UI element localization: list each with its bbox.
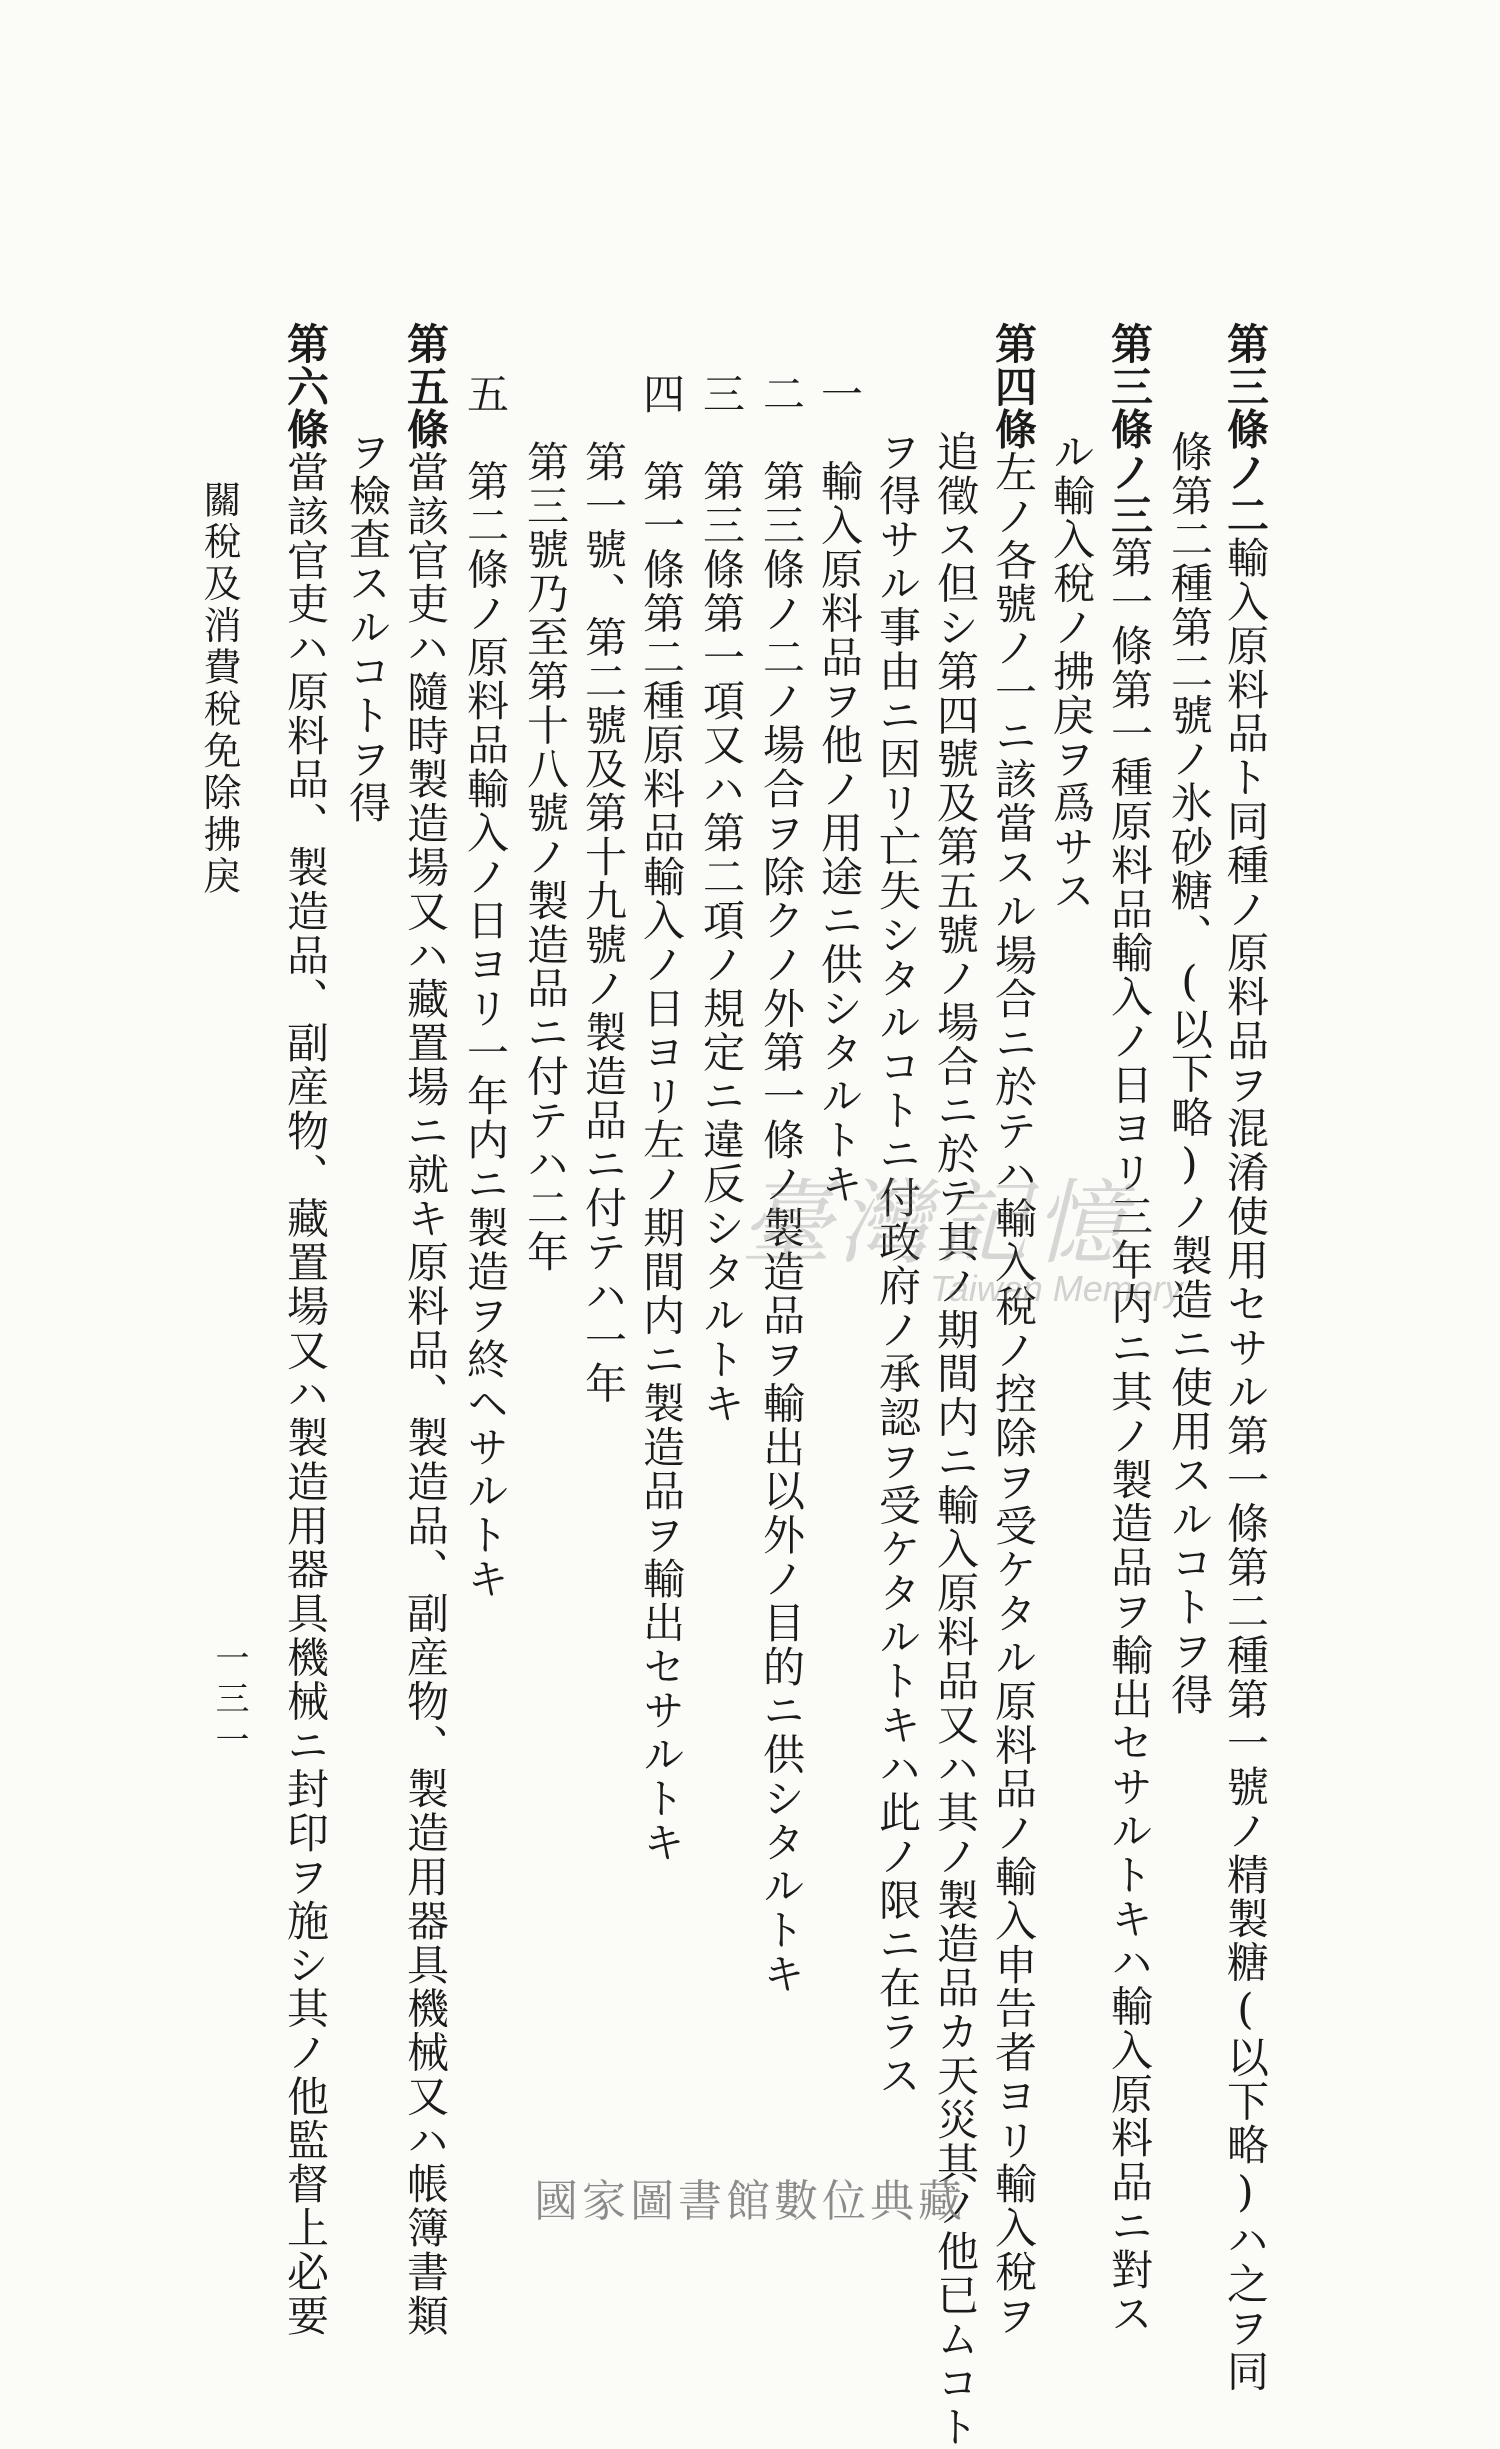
watermark-chinese: 臺灣記憶 [740,1170,1133,1277]
list-item [637,372,686,1865]
column-text: 第三號乃至第十八號ノ製造品ニ付テハ二年 [521,440,570,1274]
column-text: 當該官吏ハ原料品、製造品、副産物、藏置場又ハ製造用器具機械ニ封印ヲ施シ其ノ他監督上必要 [281,450,330,2338]
column-text: ル輸入稅ノ拂戾ヲ爲サス [1047,430,1096,913]
column-text: 當該官吏ハ隨時製造場又ハ藏置場ニ就キ原料品、製造品、副産物、製造用器具機械又ハ帳簿書類 [401,450,450,2338]
column-text: 五 第二條ノ原料品輸入ノ日ヨリ一年内ニ製造ヲ終ヘサルトキ [461,372,510,1601]
column-text: 條第二種第二號ノ氷砂糖、(以下略)ノ製造ニ使用スルコトヲ得 [1165,430,1214,1717]
article-heading: 第五條 [401,322,450,451]
column-text: 第一條第一種原料品輸入ノ日ヨリ三年内ニ其ノ製造品ヲ輸出セサルトキハ輸入原料品ニ對ス [1105,536,1154,2336]
column-text: 四 第一條第二種原料品輸入ノ日ヨリ左ノ期間内ニ製造品ヲ輸出セサルトキ [637,372,686,1865]
text-column [931,430,980,2449]
column-text: ヲ得サル事由ニ因リ亡失シタルコトニ付政府ノ承認ヲ受ケタルトキハ此ノ限ニ在ラス [873,430,922,2098]
running-title: 關稅及消費稅免除拂戾 [197,480,241,898]
watermark-english: Taiwan Memory [930,1268,1183,1309]
watermark [740,1150,1260,1370]
article-heading: 第三條ノ二 [1221,322,1270,537]
sub-item [521,440,570,1274]
column-text: 第一號、第二號及第十九號ノ製造品ニ付テハ一年 [579,440,628,1406]
list-item [461,372,510,1601]
column-text: 左ノ各號ノ一ニ該當スル場合ニ於テハ輸入稅ノ控除ヲ受ケタル原料品ノ輸入申告者ヨリ輸入稅ヲ [989,450,1038,2338]
list-item [697,372,746,1426]
text-column [343,430,392,826]
column-text: 三 第三條第一項又ハ第二項ノ規定ニ違反シタルトキ [697,372,746,1426]
column-text: 一 輸入原料品ヲ他ノ用途ニ供シタルトキ [815,372,864,1206]
footer-credit: 國家圖書館數位典藏 [534,2176,966,2227]
column-text: 追徵ス但シ第四號及第五號ノ場合ニ於テ其ノ期間内ニ輸入原料品又ハ其ノ製造品カ天災其ノ他已ムコト [931,430,980,2449]
article-heading: 第六條 [281,322,330,451]
text-column [1165,430,1214,1717]
article-heading: 第四條 [989,322,1038,451]
text-column [281,322,330,2338]
sub-item [579,440,628,1406]
article-heading: 第三條ノ三 [1105,322,1154,537]
column-text: ヲ檢査スルコトヲ得 [343,430,392,826]
list-item [815,372,864,1206]
column-text: 二 第三條ノ二ノ場合ヲ除クノ外第一條ノ製造品ヲ輸出以外ノ目的ニ供シタルトキ [757,372,806,1996]
page-number: 一三一 [209,1640,249,1763]
text-column [1047,430,1096,913]
text-column [401,322,450,2338]
column-text: 輸入原料品ト同種ノ原料品ヲ混淆使用セサル第一條第二種第一號ノ精製糖(以下略)ハ之ヲ同 [1221,536,1270,2394]
